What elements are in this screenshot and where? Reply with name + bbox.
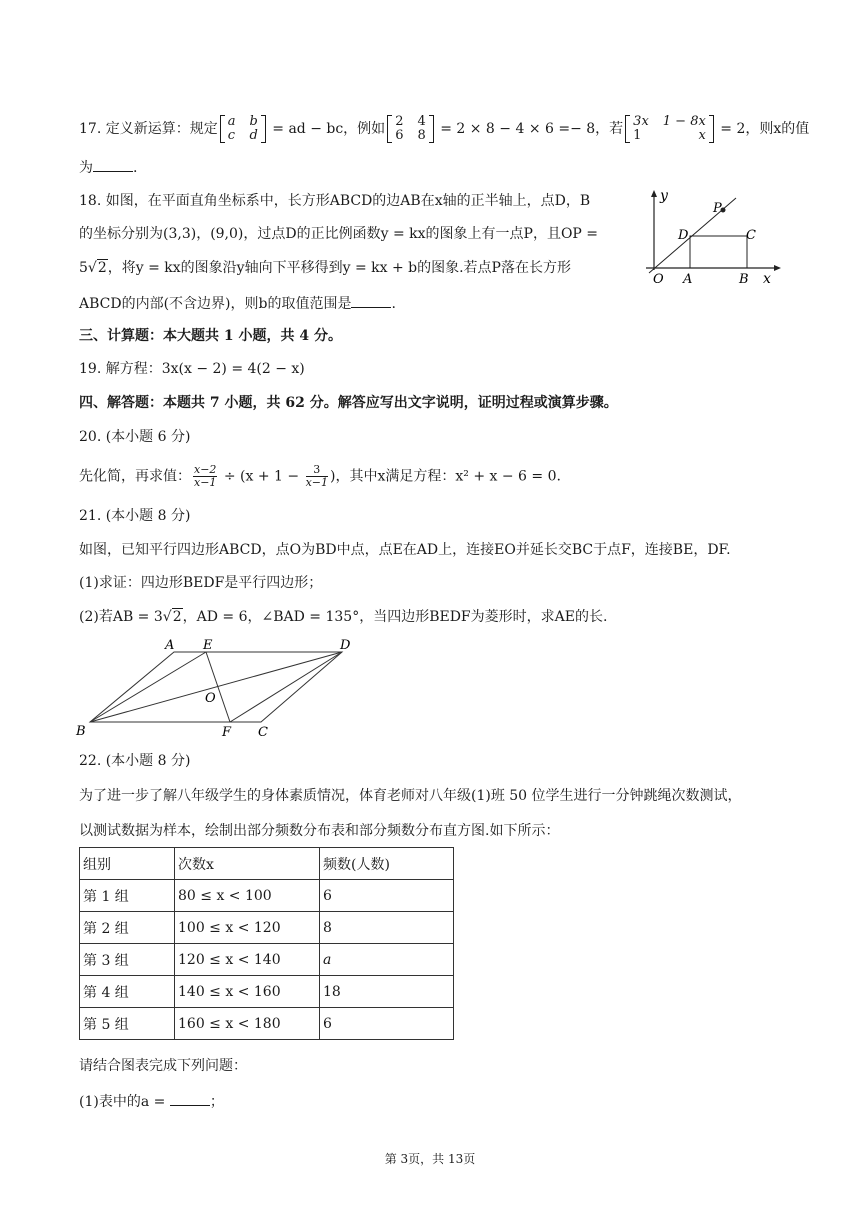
fraction-2: $\frac{3}{x-1}$ (305, 463, 329, 489)
segment-df (230, 652, 342, 722)
matrix-example: 2 4 6 8 (387, 115, 434, 143)
label-b: B (739, 272, 749, 287)
label-c: C (746, 228, 756, 243)
page-footer: 第 3页，共 13页 (384, 1152, 476, 1166)
q18-line1: 18. 如图，在平面直角坐标系中，长方形ABCD的边AB在x轴的正半轴上，点D，B (79, 193, 591, 209)
table-row: 第 4 组 140 ≤ x < 160 18 (80, 976, 454, 1008)
q17-eq1: = ad − bc，例如 (267, 121, 386, 137)
label-x: x (763, 271, 771, 287)
q18-line3: 5√2，将y = kx的图象沿y轴向下平移得到y = kx + b的图象.若点P落在长方形 (79, 260, 571, 276)
table-header-row (80, 848, 454, 880)
q17-line1 (79, 115, 809, 143)
q18-line4: ABCD的内部(不含边界)，则b的取值范围是 . (79, 293, 396, 314)
header-count: 次数x (175, 848, 320, 880)
answer-blank (170, 1091, 210, 1106)
matrix-abcd: a b c d (220, 115, 266, 143)
label-d: D (340, 638, 351, 653)
label-p: P (713, 201, 722, 216)
label-y: y (660, 188, 668, 204)
fraction-1: $\frac{x-2}{x-1}$ (194, 463, 217, 489)
q17-eq2: = 2 × 8 − 4 × 6 =− 8，若 (435, 121, 624, 137)
q21-line1: 如图，已知平行四边形ABCD，点O为BD中点，点E在AD上，连接EO并延长交BC于点F，连接BE，DF. (79, 542, 731, 558)
label-o: O (205, 691, 216, 706)
label-e: E (203, 638, 213, 653)
label-o: O (653, 272, 664, 287)
q17-eq3: = 2，则x的值 (715, 121, 810, 137)
matrix-condition: 3x 1 − 8x 1 x (625, 115, 714, 143)
section-4-heading: 四、解答题：本题共 7 小题，共 62 分。解答应写出文字说明，证明过程或演算步骤。 (79, 395, 618, 411)
q22-header: 22. (本小题 8 分) (79, 753, 191, 769)
coordinate-figure (636, 186, 786, 288)
parallelogram-figure (72, 634, 362, 742)
segment-be (90, 652, 206, 722)
table-row: 第 2 组 100 ≤ x < 120 8 (80, 912, 454, 944)
q21-line3: (2)若AB = 3√2，AD = 6，∠BAD = 135°，当四边形BEDF为菱形时，求AE的长. (79, 609, 608, 625)
sqrt-sign: √ (162, 609, 172, 625)
sqrt-sign: √ (87, 260, 97, 276)
answer-blank (93, 157, 133, 172)
rectangle-abcd (690, 236, 747, 268)
q21-header: 21. (本小题 8 分) (79, 508, 191, 524)
q17-line2: 为 . (79, 157, 137, 178)
label-d: D (678, 228, 689, 243)
label-b: B (76, 724, 86, 739)
label-a: A (165, 638, 175, 653)
frequency-table (79, 847, 454, 1040)
q19: 19. 解方程：3x(x − 2) = 4(2 − x) (79, 361, 305, 377)
x-axis-arrow (774, 265, 781, 271)
q21-line2: (1)求证：四边形BEDF是平行四边形； (79, 575, 323, 591)
label-c: C (258, 725, 268, 740)
q20-header: 20. (本小题 6 分) (79, 429, 191, 445)
section-3-heading: 三、计算题：本大题共 1 小题，共 4 分。 (79, 328, 342, 344)
segment-ef (206, 652, 230, 722)
label-a: A (683, 272, 693, 287)
q18-line2: 的坐标分别为(3,3)，(9,0)，过点D的正比例函数y = kx的图象上有一点P，且OP = (79, 226, 599, 242)
q22-prompt: 请结合图表完成下列问题： (79, 1058, 247, 1074)
segment-bd (90, 652, 342, 722)
q22-line1: 为了进一步了解八年级学生的身体素质情况，体育老师对八年级(1)班 50 位学生进行一分钟跳绳次数测试， (79, 788, 742, 804)
y-axis-arrow (651, 190, 657, 197)
header-frequency: 频数(人数) (320, 848, 454, 880)
q17-prefix: 17. 定义新运算：规定 (79, 121, 218, 137)
answer-blank (351, 293, 391, 308)
q22-line2: 以测试数据为样本，绘制出部分频数分布表和部分频数分布直方图.如下所示： (79, 823, 560, 839)
table-row: 第 5 组 160 ≤ x < 180 6 (80, 1008, 454, 1040)
table-row: 第 1 组 80 ≤ x < 100 6 (80, 880, 454, 912)
header-group: 组别 (80, 848, 175, 880)
table-row: 第 3 组 120 ≤ x < 140 a (80, 944, 454, 976)
label-f: F (222, 725, 232, 740)
q22-sub1: (1)表中的a = ； (79, 1091, 224, 1112)
q20-body: 先化简，再求值： $\frac{x-2}{x-1}$ ÷ (x + 1 − $\frac{3}{x-1}$ )，其中x满足方程：x² + x − 6 = 0. (79, 463, 561, 489)
